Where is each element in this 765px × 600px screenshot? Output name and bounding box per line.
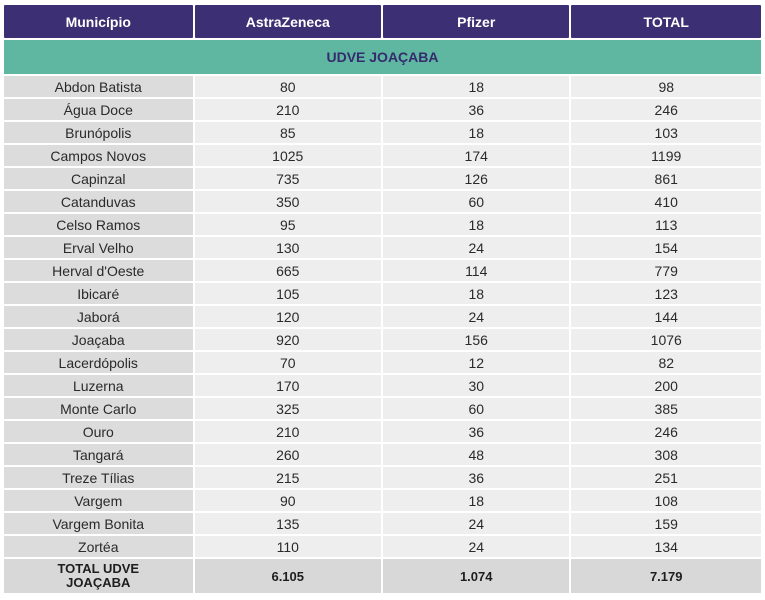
astrazeneca-cell: 260 xyxy=(195,444,381,465)
table-row xyxy=(4,421,761,442)
municipio-cell: Capinzal xyxy=(4,168,193,189)
municipio-cell: Monte Carlo xyxy=(4,398,193,419)
astrazeneca-cell: 215 xyxy=(195,467,381,488)
total-cell: 779 xyxy=(571,260,761,281)
total-label-line2: JOAÇABA xyxy=(66,575,131,590)
total-cell: 251 xyxy=(571,467,761,488)
pfizer-cell: 36 xyxy=(383,99,569,120)
total-cell: 385 xyxy=(571,398,761,419)
table-row xyxy=(4,375,761,396)
astrazeneca-cell: 80 xyxy=(195,76,381,97)
municipio-cell: Joaçaba xyxy=(4,329,193,350)
total-cell: 246 xyxy=(571,421,761,442)
pfizer-cell: 18 xyxy=(383,214,569,235)
table-row xyxy=(4,76,761,97)
table-row xyxy=(4,467,761,488)
total-cell: 108 xyxy=(571,490,761,511)
total-cell: 1076 xyxy=(571,329,761,350)
total-cell: 200 xyxy=(571,375,761,396)
municipio-cell: Catanduvas xyxy=(4,191,193,212)
astrazeneca-cell: 210 xyxy=(195,99,381,120)
region-title: UDVE JOAÇABA xyxy=(4,40,761,74)
astrazeneca-cell: 210 xyxy=(195,421,381,442)
total-pfizer: 1.074 xyxy=(383,559,569,593)
pfizer-cell: 60 xyxy=(383,191,569,212)
astrazeneca-cell: 70 xyxy=(195,352,381,373)
pfizer-cell: 126 xyxy=(383,168,569,189)
pfizer-cell: 60 xyxy=(383,398,569,419)
astrazeneca-cell: 120 xyxy=(195,306,381,327)
astrazeneca-cell: 735 xyxy=(195,168,381,189)
municipio-cell: Campos Novos xyxy=(4,145,193,166)
municipio-cell: Celso Ramos xyxy=(4,214,193,235)
municipio-cell: Abdon Batista xyxy=(4,76,193,97)
region-row xyxy=(4,40,761,74)
pfizer-cell: 18 xyxy=(383,122,569,143)
municipio-cell: Jaborá xyxy=(4,306,193,327)
table-row xyxy=(4,283,761,304)
table-row xyxy=(4,237,761,258)
table-row xyxy=(4,99,761,120)
table-row xyxy=(4,122,761,143)
table-row xyxy=(4,490,761,511)
total-cell: 246 xyxy=(571,99,761,120)
municipio-cell: Erval Velho xyxy=(4,237,193,258)
table-row xyxy=(4,352,761,373)
total-cell: 144 xyxy=(571,306,761,327)
pfizer-cell: 30 xyxy=(383,375,569,396)
astrazeneca-cell: 135 xyxy=(195,513,381,534)
total-label-line1: TOTAL UDVE xyxy=(57,561,140,576)
total-cell: 308 xyxy=(571,444,761,465)
pfizer-cell: 12 xyxy=(383,352,569,373)
municipio-cell: Zortéa xyxy=(4,536,193,557)
pfizer-cell: 24 xyxy=(383,536,569,557)
astrazeneca-cell: 110 xyxy=(195,536,381,557)
total-cell: 113 xyxy=(571,214,761,235)
header-municipio: Município xyxy=(4,5,193,38)
total-cell: 123 xyxy=(571,283,761,304)
municipio-cell: Ibicaré xyxy=(4,283,193,304)
pfizer-cell: 36 xyxy=(383,421,569,442)
pfizer-cell: 18 xyxy=(383,283,569,304)
municipio-cell: Luzerna xyxy=(4,375,193,396)
astrazeneca-cell: 350 xyxy=(195,191,381,212)
header-row xyxy=(4,5,761,38)
header-total: TOTAL xyxy=(571,5,761,38)
pfizer-cell: 24 xyxy=(383,513,569,534)
astrazeneca-cell: 90 xyxy=(195,490,381,511)
municipio-cell: Brunópolis xyxy=(4,122,193,143)
astrazeneca-cell: 1025 xyxy=(195,145,381,166)
table-row xyxy=(4,306,761,327)
astrazeneca-cell: 325 xyxy=(195,398,381,419)
header-astrazeneca: AstraZeneca xyxy=(195,5,381,38)
table-row xyxy=(4,329,761,350)
table-row xyxy=(4,444,761,465)
municipio-cell: Herval d'Oeste xyxy=(4,260,193,281)
pfizer-cell: 114 xyxy=(383,260,569,281)
total-cell: 410 xyxy=(571,191,761,212)
pfizer-cell: 48 xyxy=(383,444,569,465)
astrazeneca-cell: 130 xyxy=(195,237,381,258)
total-cell: 1199 xyxy=(571,145,761,166)
vaccine-distribution-table xyxy=(2,3,763,595)
pfizer-cell: 18 xyxy=(383,76,569,97)
total-cell: 154 xyxy=(571,237,761,258)
table-row xyxy=(4,513,761,534)
total-cell: 861 xyxy=(571,168,761,189)
municipio-cell: Ouro xyxy=(4,421,193,442)
municipio-cell: Tangará xyxy=(4,444,193,465)
total-cell: 82 xyxy=(571,352,761,373)
total-cell: 159 xyxy=(571,513,761,534)
header-pfizer: Pfizer xyxy=(383,5,569,38)
municipio-cell: Vargem Bonita xyxy=(4,513,193,534)
total-astrazeneca: 6.105 xyxy=(195,559,381,593)
pfizer-cell: 18 xyxy=(383,490,569,511)
total-total: 7.179 xyxy=(571,559,761,593)
municipio-cell: Lacerdópolis xyxy=(4,352,193,373)
municipio-cell: Água Doce xyxy=(4,99,193,120)
table-row xyxy=(4,398,761,419)
pfizer-cell: 156 xyxy=(383,329,569,350)
pfizer-cell: 24 xyxy=(383,237,569,258)
pfizer-cell: 174 xyxy=(383,145,569,166)
astrazeneca-cell: 85 xyxy=(195,122,381,143)
total-label xyxy=(4,559,193,593)
total-cell: 103 xyxy=(571,122,761,143)
table-row xyxy=(4,214,761,235)
astrazeneca-cell: 95 xyxy=(195,214,381,235)
total-cell: 134 xyxy=(571,536,761,557)
municipio-cell: Vargem xyxy=(4,490,193,511)
total-cell: 98 xyxy=(571,76,761,97)
table-row xyxy=(4,260,761,281)
total-row xyxy=(4,559,761,593)
astrazeneca-cell: 170 xyxy=(195,375,381,396)
pfizer-cell: 24 xyxy=(383,306,569,327)
table-row xyxy=(4,191,761,212)
municipio-cell: Treze Tílias xyxy=(4,467,193,488)
table-row xyxy=(4,168,761,189)
astrazeneca-cell: 920 xyxy=(195,329,381,350)
table-row xyxy=(4,145,761,166)
astrazeneca-cell: 105 xyxy=(195,283,381,304)
table-row xyxy=(4,536,761,557)
pfizer-cell: 36 xyxy=(383,467,569,488)
astrazeneca-cell: 665 xyxy=(195,260,381,281)
